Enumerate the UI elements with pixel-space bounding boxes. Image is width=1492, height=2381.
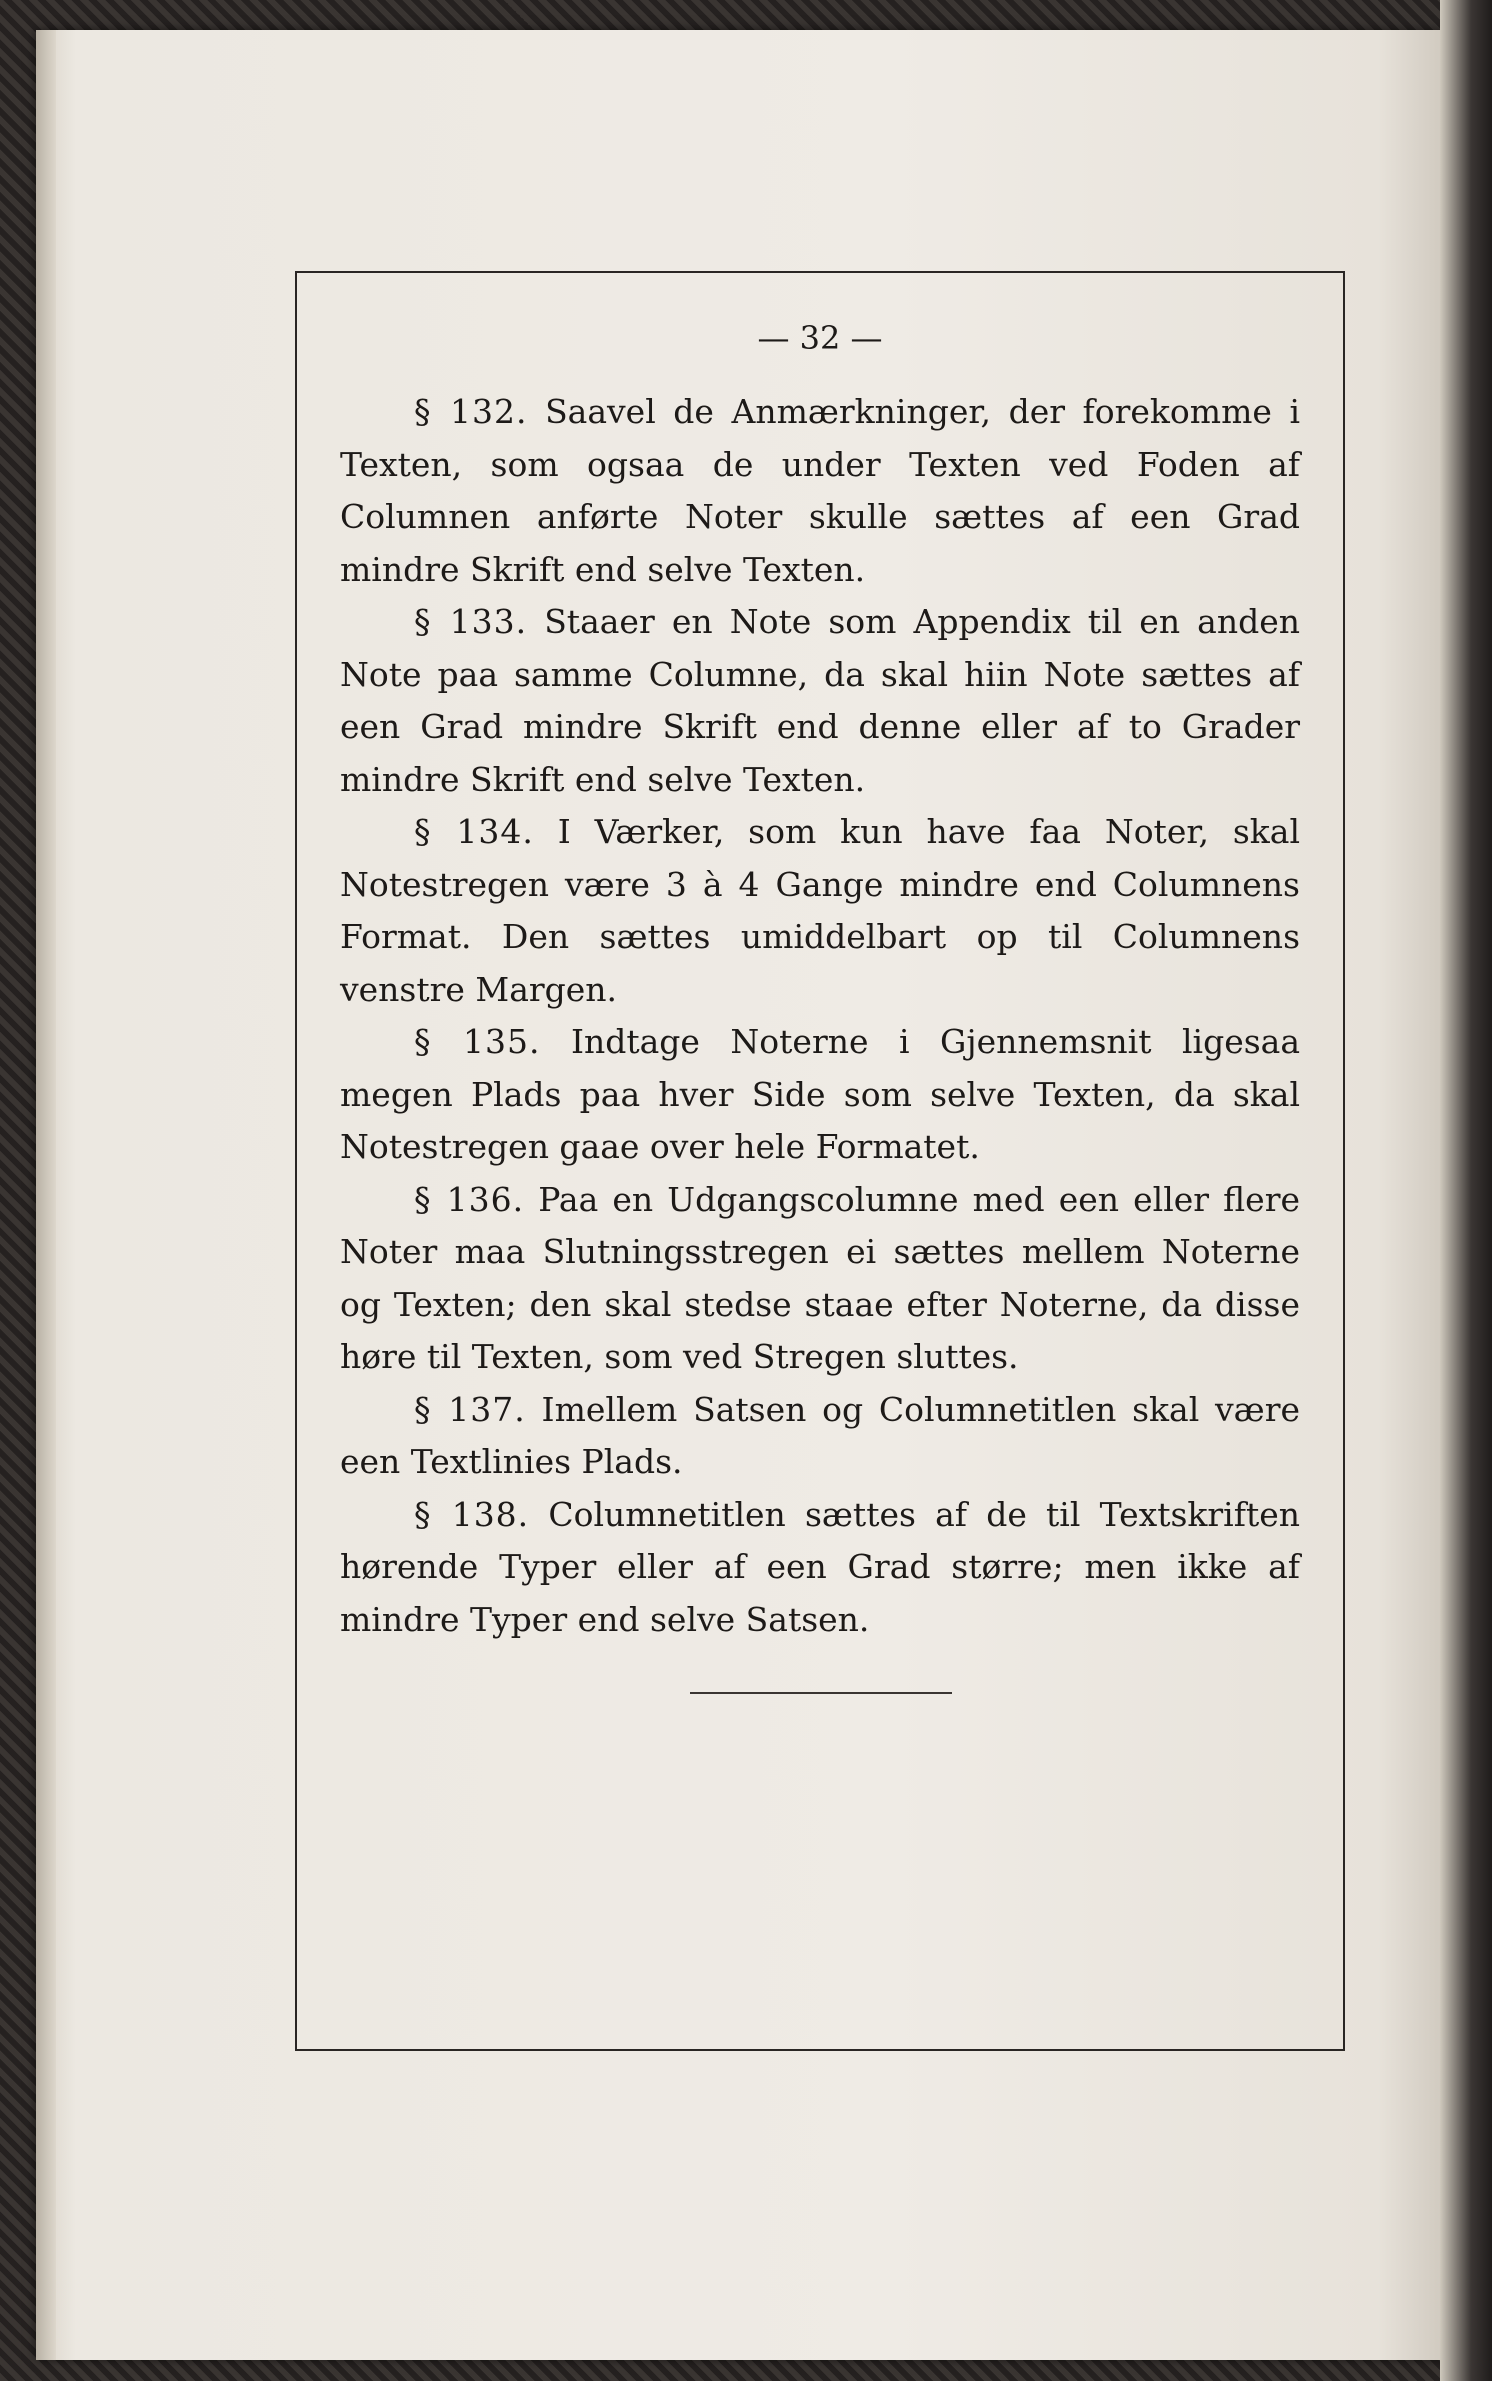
section-number: § 137. [414,1389,526,1429]
paragraph-133 [340,596,1300,806]
paragraph-text: Columnetitlen sættes af de til Textskriften hørende Typer eller af een Grad større; men ikke af mindre Typer end selve Satsen. [340,1494,1300,1639]
paragraph-text: Paa en Udgangscolumne med een eller flere Noter maa Slutningsstregen ei sættes mellem Noterne og Texten; den skal stedse staae efter Noterne, da disse høre til Texten, som ved Stregen sluttes. [340,1179,1300,1376]
paragraph-text: I Værker, som kun have faa Noter, skal Notestregen være 3 à 4 Gange mindre end Columnens Format. Den sættes umiddelbart op til Columnens venstre Margen. [340,812,1300,1009]
page-number: — 32 — [757,319,883,357]
paragraph-137 [340,1384,1300,1489]
paragraph-text: Saavel de Anmærkninger, der forekomme i Texten, som ogsaa de under Texten ved Foden af Columnen anførte Noter skulle sættes af een Grad mindre Skrift end selve Texten. [340,392,1300,589]
paragraph-132 [340,386,1300,596]
closing-rule [690,1692,952,1694]
page-stack-edge [36,30,56,2360]
section-number: § 138. [414,1494,530,1534]
book-gutter [1440,0,1492,2381]
paragraph-text: Imellem Satsen og Columnetitlen skal være een Textlinies Plads. [340,1389,1301,1481]
page-text-block [340,310,1300,1646]
section-number: § 132. [414,392,528,431]
section-number: § 136. [414,1179,525,1219]
paragraph-text: Staaer en Note som Appendix til en anden Note paa samme Columne, da skal hiin Note sættes af een Grad mindre Skrift end denne eller af to Grader mindre Skrift end selve Texten. [340,602,1301,799]
paragraph-134 [340,806,1300,1016]
section-number: § 134. [414,812,534,851]
section-number: § 133. [414,602,528,641]
paragraph-138 [340,1489,1300,1647]
paragraph-136 [340,1174,1300,1384]
section-number: § 135. [414,1022,541,1061]
paragraph-135 [340,1016,1300,1174]
paragraph-text: Indtage Noterne i Gjennemsnit ligesaa megen Plads paa hver Side som selve Texten, da skal Notestregen gaae over hele Formatet. [340,1022,1301,1166]
